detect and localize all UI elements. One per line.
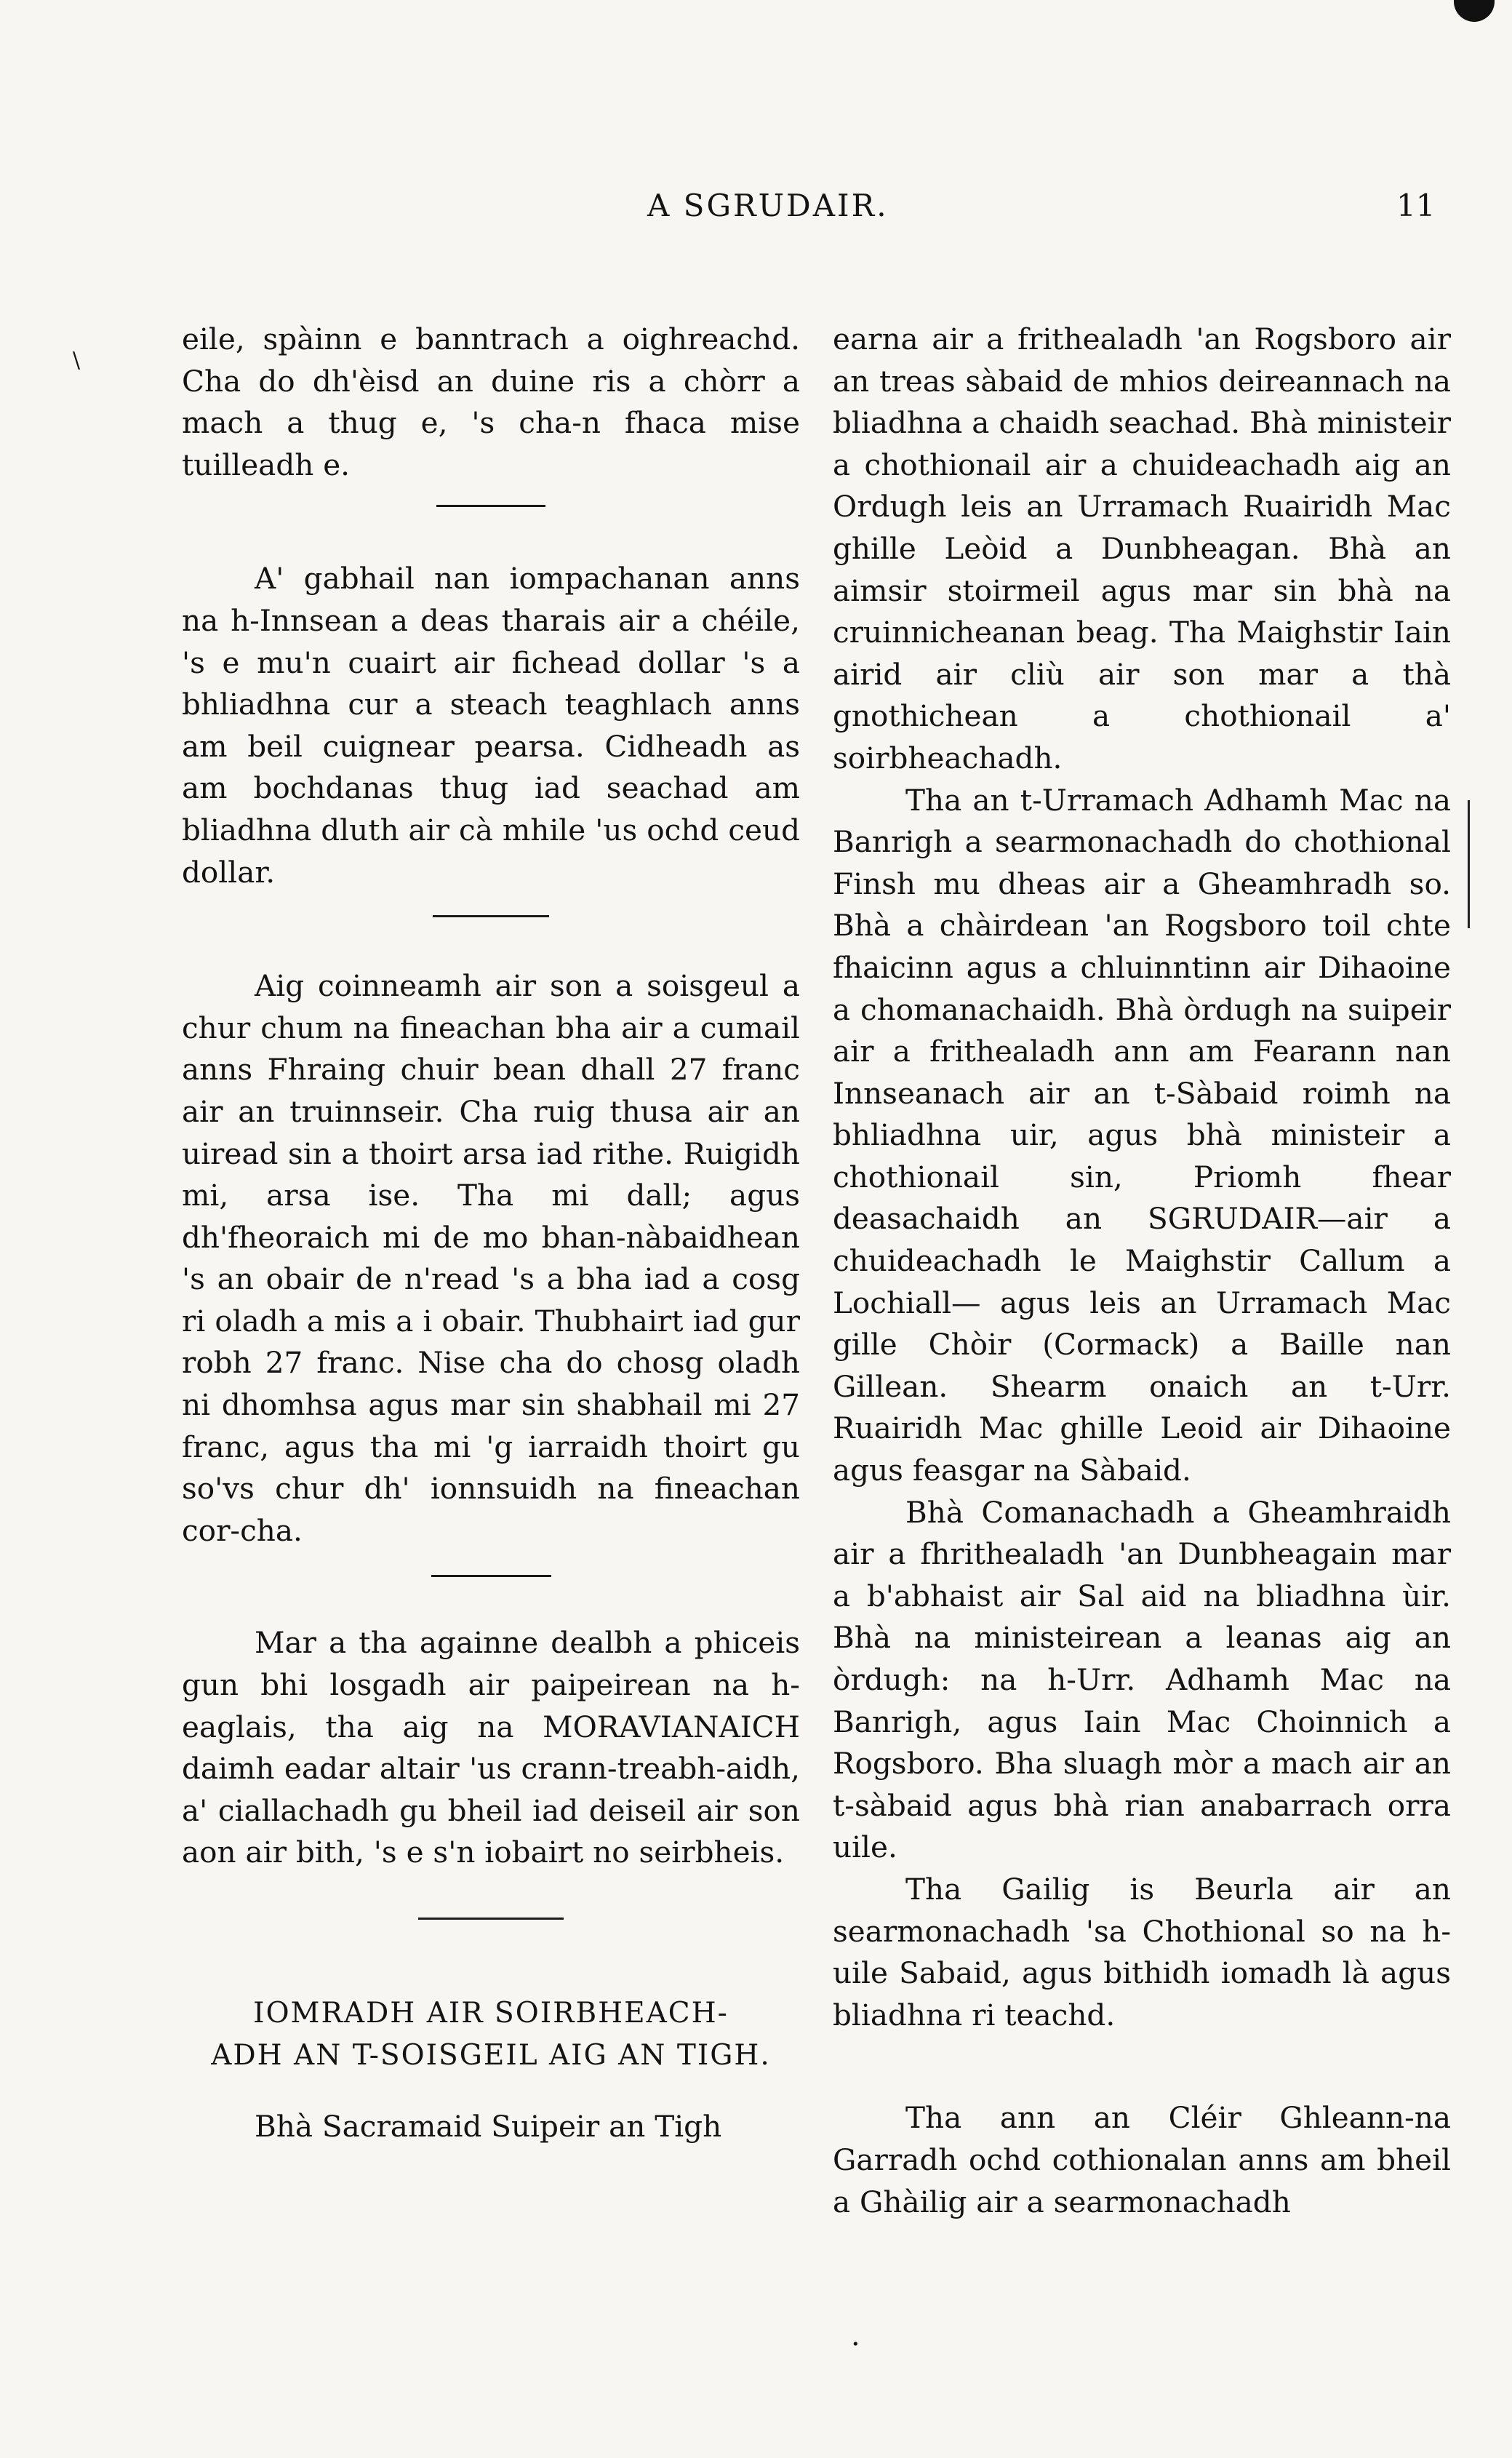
margin-bracket xyxy=(1463,800,1470,928)
right-column xyxy=(833,319,1451,2223)
left-paragraph-5: Bhà Sacramaid Suipeir an Tigh xyxy=(255,2109,722,2144)
page-number: 11 xyxy=(1396,188,1436,223)
section-divider xyxy=(431,1575,551,1577)
left-paragraph-3: Aig coinneamh air son a soisgeul a chur chum na fineachan bha air a cumail anns Fhraing chuir bean dhall 27 franc air an truinnseir. Cha ruig thusa air an uiread sin a thoirt arsa iad rithe. Ruigidh mi, arsa ise. Tha mi dall; agus dh'fheoraich mi de mo bhan-nàbaidhean 's an obair de n'read 's a bha iad a cosg ri oladh a mis a i obair. Thubhairt iad gur robh 27 franc. Nise cha do chosg oladh ni dhomhsa agus mar sin shabhail mi 27 franc, agus tha mi 'g iarraidh thoirt gu so'vs chur dh' ionnsuidh na fineachan cor-cha. xyxy=(182,968,800,1548)
section-divider xyxy=(433,915,549,917)
left-paragraph-2: A' gabhail nan iompachanan anns na h-Innsean a deas tharais air a chéile, 's e mu'n cuairt air fichead dollar 's a bhliadhna cur a steach teaghlach anns am beil cuignear pearsa. Cidheadh as am bochdanas thug iad seachad am bliadhna dluth air cà mhile 'us ochd ceud dollar. xyxy=(182,561,800,890)
section-heading xyxy=(182,1992,800,2077)
ink-blot xyxy=(1454,0,1495,22)
margin-mark: \ xyxy=(73,348,81,373)
right-paragraph-4: Tha Gailig is Beurla air an searmonachadh 'sa Chothional so na h-uile Sabaid, agus bithidh iomadh là agus bliadhna ri teachd. xyxy=(833,1871,1451,2032)
heading-line-1: IOMRADH AIR SOIRBHEACH- xyxy=(253,1997,729,2030)
section-divider xyxy=(436,505,545,507)
right-paragraph-1: earna air a frithealadh 'an Rogsboro air an treas sàbaid de mhios deireannach na bliadhna a chaidh seachad. Bhà ministeir a chothionail air a chuideachadh aig an Ordugh leis an Urramach Ruairidh Mac ghille Leòid a Dunbheagan. Bhà an aimsir stoirmeil agus mar sin bhà na cruinnicheanan beag. Tha Maighstir Iain airid air cliù air son mar a thà gnothichean a chothionail a' soirbheachadh. xyxy=(833,322,1451,775)
left-paragraph-1: eile, spàinn e banntrach a oighreachd. Cha do dh'èisd an duine ris a chòrr a mach a thug e, 's cha-n fhaca mise tuilleadh e. xyxy=(182,322,800,482)
running-head: A SGRUDAIR. xyxy=(647,188,889,223)
section-divider xyxy=(418,1918,564,1920)
left-paragraph-4: Mar a tha againne dealbh a phiceis gun bhi losgadh air paipeirean na h-eaglais, tha aig na MORAVIANAICH daimh eadar altair 'us crann-treabh-aidh, a' ciallachadh gu bheil iad deiseil air son aon air bith, 's e s'n iobairt no seirbheis. xyxy=(182,1625,800,1870)
page-header xyxy=(0,188,1512,239)
left-column xyxy=(182,319,800,2148)
heading-line-2: ADH AN T-SOISGEIL AIG AN TIGH. xyxy=(211,2039,771,2072)
right-paragraph-5: Tha ann an Cléir Ghleann-na Garradh ochd cothionalan anns am bheil a Ghàilig air a searmonachadh xyxy=(833,2100,1451,2219)
stray-dot: · xyxy=(851,2328,860,2361)
right-paragraph-2: Tha an t-Urramach Adhamh Mac na Banrigh a searmonachadh do chothional Finsh mu dheas air a Gheamhradh so. Bhà a chàirdean 'an Rogsboro toil chte fhaicinn agus a chluinntinn air Dihaoine a chomanachaidh. Bhà òrdugh na suipeir air a frithealadh ann am Fearann nan Innseanach air an t-Sàbaid roimh na bhliadhna uir, agus bhà ministeir a chothionail sin, Priomh fhear deasachaidh an SGRUDAIR—air a chuideachadh le Maighstir Callum a Lochiall— agus leis an Urramach Mac gille Chòir (Cormack) a Baille nan Gillean. Shearm onaich an t-Urr. Ruairidh Mac ghille Leoid air Dihaoine agus feasgar na Sàbaid. xyxy=(833,782,1451,1488)
right-paragraph-3: Bhà Comanachadh a Gheamhraidh air a fhrithealadh 'an Dunbheagain mar a b'abhaist air Sal aid na bliadhna ùir. Bhà na ministeirean a leanas aig an òrdugh: na h-Urr. Adhamh Mac na Banrigh, agus Iain Mac Choinnich a Rogsboro. Bha sluagh mòr a mach air an t-sàbaid agus bhà rian anabarrach orra uile. xyxy=(833,1494,1451,1865)
